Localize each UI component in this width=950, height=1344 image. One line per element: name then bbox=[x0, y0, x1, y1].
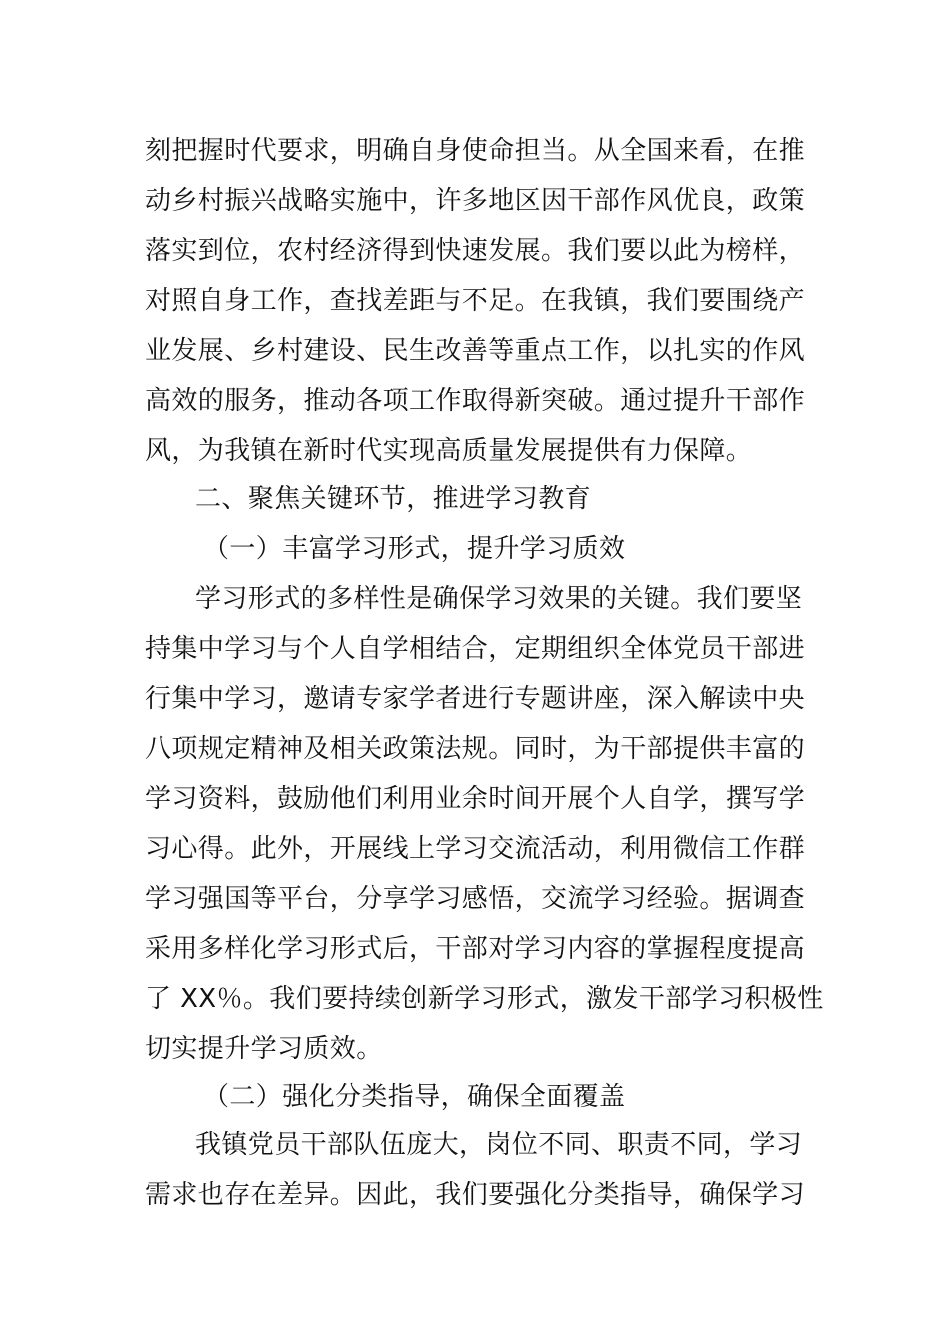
body-text-line: 需求也存在差异。因此，我们要强化分类指导，确保学习 bbox=[145, 1180, 806, 1210]
body-text-line: 学习资料，鼓励他们利用业余时间开展个人自学，撰写学 bbox=[145, 784, 806, 814]
body-text-line: 风，为我镇在新时代实现高质量发展提供有力保障。 bbox=[145, 436, 753, 466]
body-text-line: 行集中学习，邀请专家学者进行专题讲座，深入解读中央 bbox=[145, 684, 806, 714]
body-text-line: 高效的服务，推动各项工作取得新突破。通过提升干部作 bbox=[145, 386, 806, 416]
body-text-line: 刻把握时代要求，明确自身使命担当。从全国来看，在推 bbox=[145, 136, 806, 166]
body-text-line: 八项规定精神及相关政策法规。同时，为干部提供丰富的 bbox=[145, 734, 806, 764]
body-text-line: 采用多样化学习形式后，干部对学习内容的掌握程度提高 bbox=[145, 934, 806, 964]
section-heading: 二、聚焦关键环节，推进学习教育 bbox=[195, 484, 592, 514]
body-text-line: 学习形式的多样性是确保学习效果的关键。我们要坚 bbox=[195, 584, 803, 614]
body-text-line: 我镇党员干部队伍庞大，岗位不同、职责不同，学习 bbox=[195, 1130, 803, 1160]
body-text-line: 习心得。此外，开展线上学习交流活动，利用微信工作群 bbox=[145, 834, 806, 864]
body-text-line: 对照自身工作，查找差距与不足。在我镇，我们要围绕产 bbox=[145, 286, 806, 316]
body-text-line: 学习强国等平台，分享学习感悟，交流学习经验。据调查 bbox=[145, 884, 806, 914]
subsection-heading: （二）强化分类指导，确保全面覆盖 bbox=[203, 1082, 626, 1112]
body-text-line: 业发展、乡村建设、民生改善等重点工作，以扎实的作风 bbox=[145, 336, 806, 366]
subsection-heading: （一）丰富学习形式，提升学习质效 bbox=[203, 534, 626, 564]
body-text-line: 切实提升学习质效。 bbox=[145, 1034, 383, 1064]
body-text-line: 持集中学习与个人自学相结合，定期组织全体党员干部进 bbox=[145, 634, 806, 664]
body-text-line: 了 XX％。我们要持续创新学习形式，激发干部学习积极性 bbox=[145, 984, 824, 1014]
body-text-line: 动乡村振兴战略实施中，许多地区因干部作风优良，政策 bbox=[145, 186, 806, 216]
body-text-line: 落实到位，农村经济得到快速发展。我们要以此为榜样， bbox=[145, 236, 806, 266]
